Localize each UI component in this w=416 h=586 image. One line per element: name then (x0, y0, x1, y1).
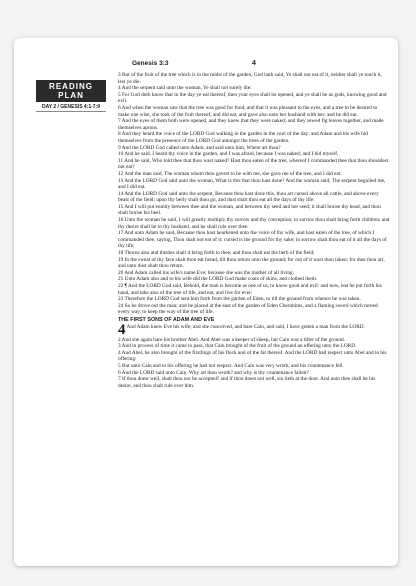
reading-plan-sidebar (36, 80, 106, 112)
verse: 4 And the serpent said unto the woman, Ye shall not surely die: (118, 85, 252, 92)
verse: 19 In the sweat of thy face shalt thou eat bread, till thou return unto the ground; for out of it wast thou taken: for dust thou art, and unto dust shalt thou return. (118, 256, 385, 270)
verses-after-list (118, 337, 390, 390)
verse: 18 Thorns also and thistles shall it bring forth to thee; and thou shalt eat the herb of the field; (118, 250, 315, 257)
verse: 10 And he said, I heard thy voice in the garden, and I was afraid, because I was naked; and I hid myself. (118, 151, 339, 158)
verses-before-list (118, 72, 390, 316)
verse: 9 And the LORD God called unto Adam, and said unto him, Where art thou? (118, 144, 281, 151)
verse: 22 ¶ And the LORD God said, Behold, the man is become as one of us, to know good and evil: and now, lest he put forth his hand, and take also of the tree of life, and eat, and live for ever: (118, 283, 382, 296)
verse: 15 And I will put enmity between thee and the woman, and between thy seed and her seed; it shall bruise thy head, and thou shalt bruise his heel. (118, 203, 381, 217)
scripture-text (118, 72, 390, 389)
verse: 5 For God doth know that in the day ye eat thereof, then your eyes shall be opened, and ye shall be as gods, knowing good and evil. (118, 91, 387, 105)
verse: 2 And she again bare his brother Abel. And Abel was a keeper of sheep, but Cain was a tiller of the ground. (118, 336, 345, 343)
section-heading: THE FIRST SONS OF ADAM AND EVE (118, 316, 215, 323)
verse: 7 And the eyes of them both were opened, and they knew that they were naked; and they sewed fig leaves together, and made themselves aprons. (118, 118, 384, 131)
verse: 24 So he drove out the man; and he placed at the east of the garden of Eden Cherubims, and a flaming sword which turned every way, to keep the way of the tree of life. (118, 302, 378, 316)
page-sheet (14, 38, 398, 566)
page-header (132, 60, 398, 67)
verse: 5 But unto Cain and to his offering he had not respect. And Cain was very wroth, and his countenance fell. (118, 362, 344, 369)
verse: 16 Unto the woman he said, I will greatly multiply thy sorrow and thy conception; in sorrow thou shalt bring forth children; and thy desire shall be to thy husband, and he shall rule over thee. (118, 217, 390, 230)
verse: 14 And the LORD God said unto the serpent, Because thou hast done this, thou art cursed above all cattle, and above every beast of the field; upon thy belly shalt thou go, and dust shalt thou eat all the days of thy life: (118, 190, 379, 204)
verse: 17 And unto Adam he said, Because thou hast hearkened unto the voice of thy wife, and hast eaten of the tree, of which I commanded thee, saying, Thou shalt not eat of it: cursed is the ground for thy sake; in sorrow shalt thou eat of it all the days of thy life; (118, 230, 387, 250)
verse: 12 And the man said, The woman whom thou gavest to be with me, she gave me of the tree, and I did eat. (118, 170, 342, 177)
verse: 8 And they heard the voice of the LORD God walking in the garden in the cool of the day: and Adam and his wife hid themselves from the presence of the LORD God amongst the trees of the garden. (118, 131, 368, 144)
verse: 6 And when the woman saw that the tree was good for food, and that it was pleasant to the eyes, and a tree to be desired to make one wise, she took of the fruit thereof, and did eat, and gave also unto her husband with her; and he did eat. (118, 104, 378, 118)
verse: 3 But of the fruit of the tree which is in the midst of the garden, God hath said, Ye shall not eat of it, neither shall ye touch it, lest ye die. (118, 72, 382, 85)
page-number: 4 (252, 60, 256, 67)
verse: 13 And the LORD God said unto the woman, What is this that thou hast done? And the woman said, The serpent beguiled me, and I did eat. (118, 177, 386, 191)
verse: 11 And he said, Who told thee that thou wast naked? Hast thou eaten of the tree, whereof I commanded thee that thou shouldest not eat? (118, 157, 389, 171)
verse: 20 And Adam called his wife's name Eve; because she was the mother of all living. (118, 269, 294, 276)
verse: 21 Unto Adam also and to his wife did the LORD God make coats of skins, and clothed them. (118, 276, 318, 283)
chapter-drop-cap: 4 (118, 321, 126, 338)
reading-plan-title: READING PLAN (36, 80, 106, 102)
chapter-reference: Genesis 3:3 (132, 60, 169, 67)
verse: 4 And Abel, he also brought of the firstlings of his flock and of the fat thereof. And the LORD had respect unto Abel and to his offering: (118, 349, 387, 363)
verse: 6 And the LORD said unto Cain, Why art thou wroth? and why is thy countenance fallen? (118, 369, 309, 376)
verse: 7 If thou doest well, shalt thou not be accepted? and if thou doest not well, sin lieth at the door. And unto thee shall be his desire, and thou shalt rule over him. (118, 376, 376, 389)
verse: 23 Therefore the LORD God sent him forth from the garden of Eden, to till the ground from whence he was taken. (118, 296, 361, 303)
reading-plan-day: DAY 2 / GENESIS 4:1-7:9 (36, 104, 106, 112)
chapter-opening (118, 321, 390, 338)
verse: 3 And in process of time it came to pass, that Cain brought of the fruit of the ground an offering unto the LORD. (118, 343, 357, 350)
chapter-first-verse: And Adam knew Eve his wife; and she conceived, and bare Cain, and said, I have gotten a man from the LORD. (126, 323, 365, 330)
